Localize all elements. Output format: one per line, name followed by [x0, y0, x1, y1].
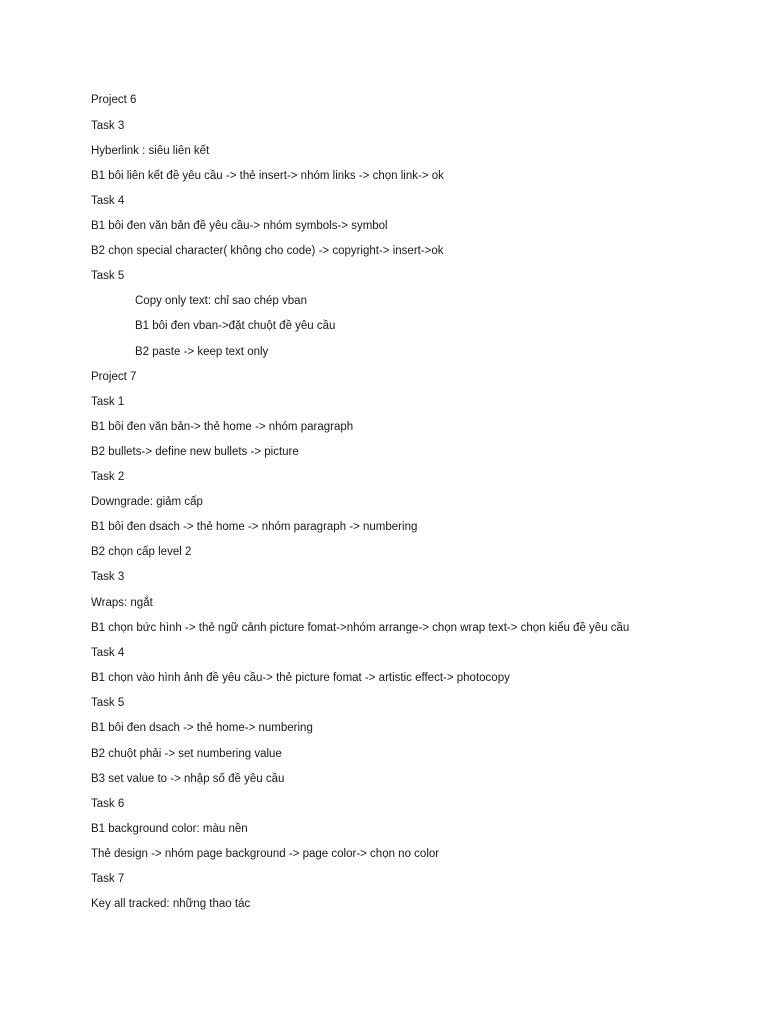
text-line: Thẻ design -> nhóm page background -> page color-> chọn no color [91, 848, 440, 860]
text-line: Wraps: ngắt [91, 597, 153, 609]
text-line: Key all tracked: những thao tác [91, 898, 251, 910]
heading-task: Task 4 [91, 195, 125, 207]
heading-task: Task 5 [91, 270, 125, 282]
heading-task: Task 3 [91, 571, 125, 583]
heading-task: Task 4 [91, 647, 125, 659]
heading-task: Task 7 [91, 873, 125, 885]
text-line: B1 chọn bức hình -> thẻ ngữ cảnh picture fomat->nhóm arrange-> chọn wrap text-> chọn kiểu đề yêu cầu [91, 622, 630, 634]
text-line: B3 set value to -> nhập số đề yêu cầu [91, 773, 285, 785]
text-line: Downgrade: giảm cấp [91, 496, 203, 508]
heading-task: Task 1 [91, 396, 125, 408]
text-line: B1 bôi đen văn bản-> thẻ home -> nhóm paragraph [91, 421, 354, 433]
heading-project-6: Project 6 [91, 94, 137, 106]
text-line: B2 chọn special character( không cho code) -> copyright-> insert->ok [91, 245, 444, 257]
indented-text-line: Copy only text: chỉ sao chép vban [135, 295, 307, 307]
text-line: B1 chọn vào hình ảnh đề yêu cầu-> thẻ picture fomat -> artistic effect-> photocopy [91, 672, 510, 684]
text-line: B2 chuột phải -> set numbering value [91, 748, 282, 760]
heading-task: Task 3 [91, 120, 125, 132]
text-line: B1 background color: màu nền [91, 823, 248, 835]
text-line: B1 bôi đen dsach -> thẻ home -> nhóm paragraph -> numbering [91, 521, 418, 533]
indented-text-line: B1 bôi đen vban->đặt chuột đề yêu cầu [135, 320, 336, 332]
heading-task: Task 2 [91, 471, 125, 483]
heading-project-7: Project 7 [91, 371, 137, 383]
text-line: B1 bôi đen dsach -> thẻ home-> numbering [91, 722, 313, 734]
heading-task: Task 6 [91, 798, 125, 810]
text-line: B1 bôi liên kết đề yêu cầu -> thẻ insert-> nhóm links -> chọn link-> ok [91, 170, 444, 182]
text-line: B1 bôi đen văn bản đề yêu cầu-> nhóm symbols-> symbol [91, 220, 388, 232]
text-line: B2 bullets-> define new bullets -> picture [91, 446, 299, 458]
text-line: Hyberlink : siêu liên kết [91, 145, 210, 157]
heading-task: Task 5 [91, 697, 125, 709]
text-line: B2 chọn cấp level 2 [91, 546, 192, 558]
indented-text-line: B2 paste -> keep text only [135, 346, 269, 358]
